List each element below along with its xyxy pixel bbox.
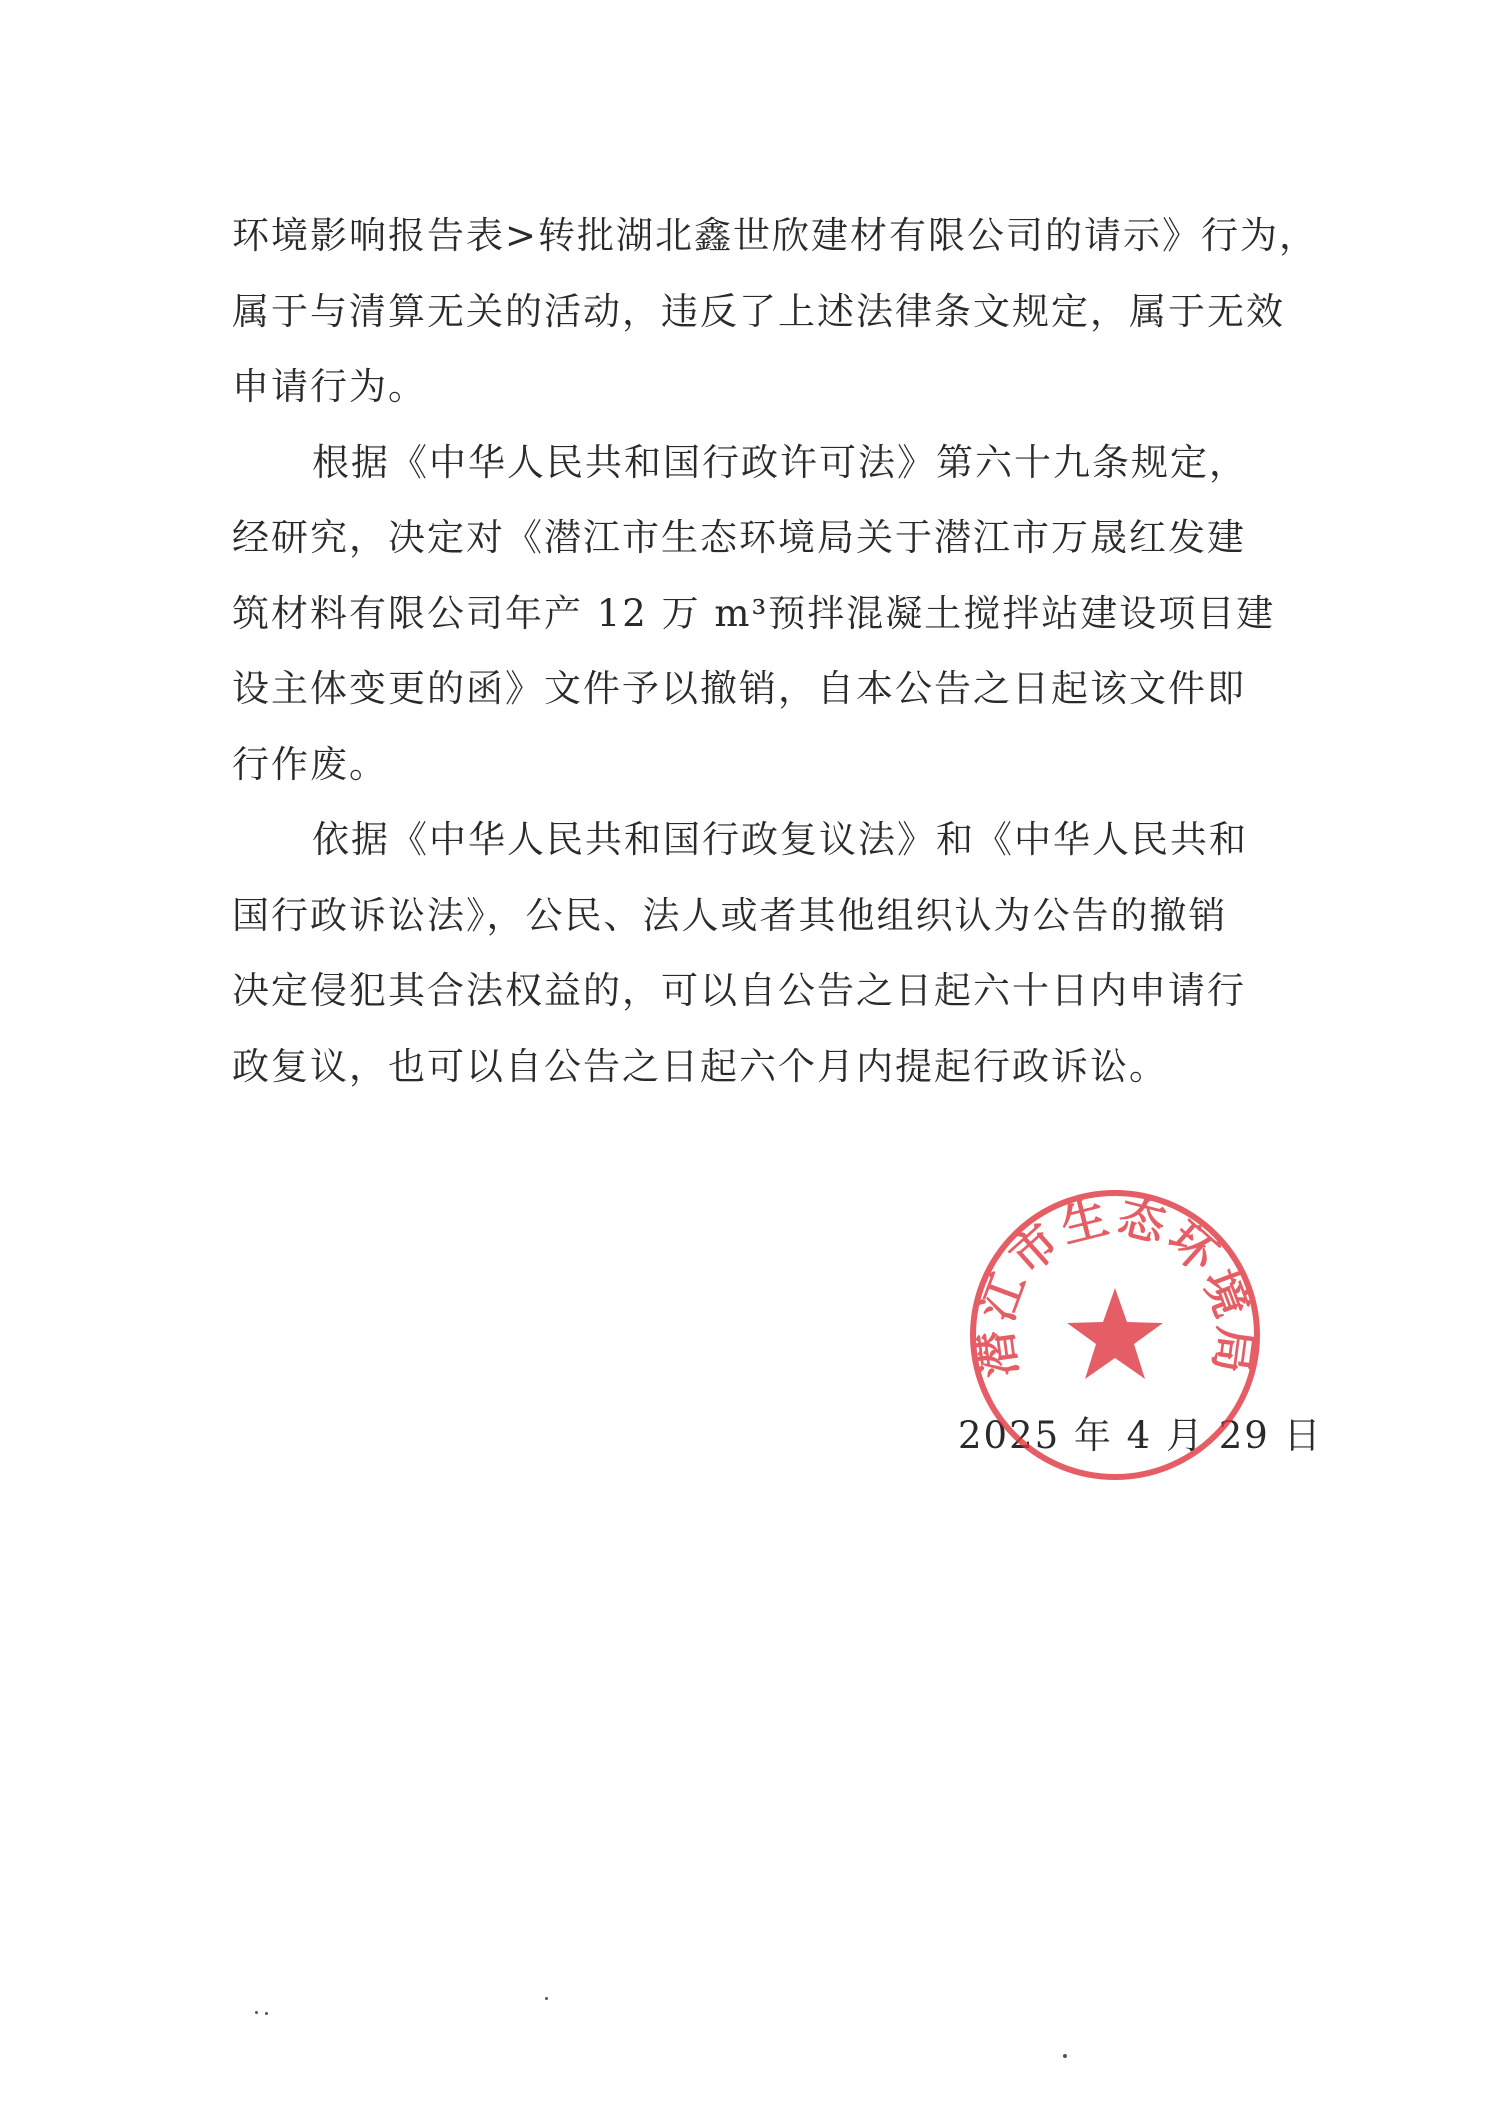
scan-speck	[265, 2012, 268, 2015]
p3-line-2: 国行政诉讼法》，公民、法人或者其他组织认为公告的撤销	[232, 893, 1228, 937]
scan-speck	[255, 2011, 258, 2014]
p1-line-3: 申请行为。	[232, 365, 427, 408]
p3-line-1: 依据《中华人民共和国行政复议法》和《中华人民共和	[312, 818, 1248, 861]
p1-line-1: 环境影响报告表>转批湖北鑫世欣建材有限公司的请示》行为，	[232, 214, 1319, 257]
scan-speck	[545, 1997, 548, 2000]
document-date: 2025 年 4 月 29 日	[958, 1414, 1323, 1457]
p2-line-2: 经研究，决定对《潜江市生态环境局关于潜江市万晟红发建	[232, 516, 1246, 559]
p3-line-3: 决定侵犯其合法权益的，可以自公告之日起六十日内申请行	[232, 969, 1246, 1012]
p3-line-4: 政复议，也可以自公告之日起六个月内提起行政诉讼。	[232, 1044, 1168, 1088]
document-body	[232, 198, 1319, 1104]
p2-line-3: 筑材料有限公司年产 12 万 m³预拌混凝土搅拌站建设项目建	[232, 591, 1276, 635]
scan-speck	[1063, 2054, 1067, 2058]
official-seal-stamp	[965, 1185, 1265, 1485]
seal-text: 潜江市生态环境局	[966, 1188, 1264, 1381]
p2-line-1: 根据《中华人民共和国行政许可法》第六十九条规定，	[312, 440, 1248, 484]
star-icon	[1067, 1288, 1163, 1379]
p1-line-2: 属于与清算无关的活动，违反了上述法律条文规定，属于无效	[232, 289, 1285, 333]
p2-line-5: 行作废。	[232, 742, 388, 786]
p2-line-4: 设主体变更的函》文件予以撤销，自本公告之日起该文件即	[232, 667, 1246, 710]
